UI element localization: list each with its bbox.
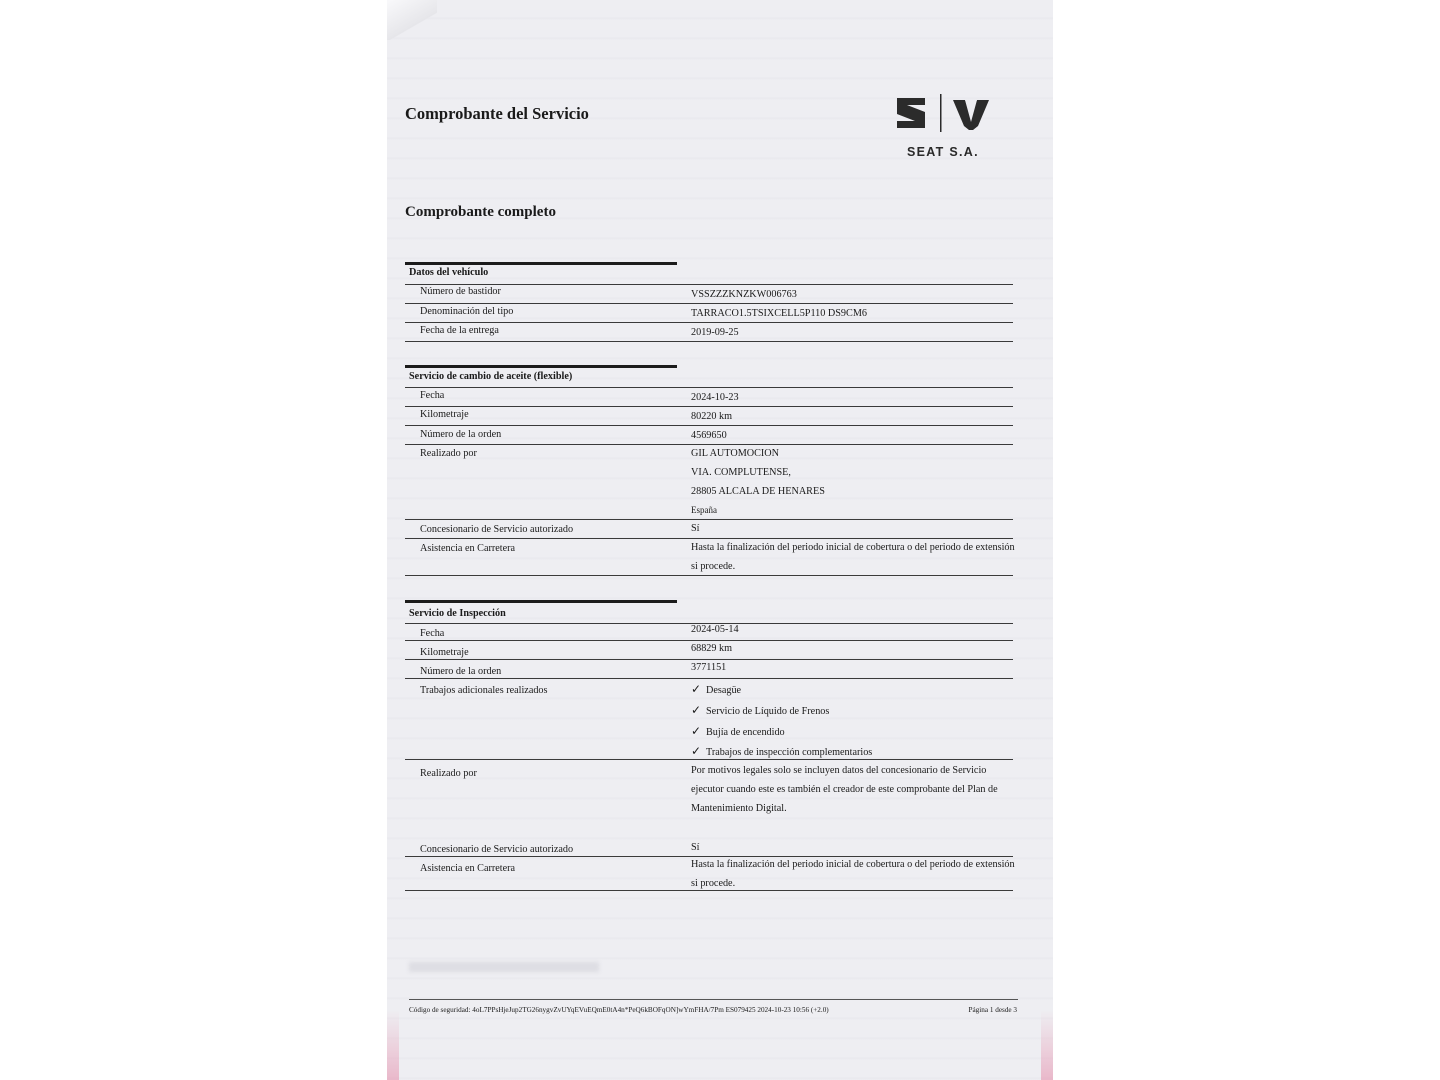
value-realizado-line1: GIL AUTOMOCION <box>691 448 780 459</box>
security-code: Código de seguridad: 4oL7PPsHjeJup2TG26nygvZvUYqEVuEQmE0tA4n*PeQ6kBOFqON]wYmFHA/7Pm ES079425 2024-10-23 10:56 (+2.0) <box>409 1006 829 1014</box>
trabajo-item <box>691 703 829 718</box>
row-divider <box>405 406 1013 407</box>
value-asistencia: Hasta la finalización del periodo inicial de cobertura o del periodo de extensión si procede. <box>691 859 1015 889</box>
section-bar <box>405 262 677 265</box>
check-icon: ✓ <box>691 682 702 696</box>
document-title: Comprobante del Servicio <box>405 104 589 123</box>
value-realizado-line3: 28805 ALCALA DE HENARES <box>691 486 825 497</box>
edge-stain-left <box>387 1010 399 1080</box>
trabajo-item <box>691 682 741 697</box>
value-realizado-line2: VIA. COMPLUTENSE, <box>691 467 791 478</box>
label-kilometraje: Kilometraje <box>420 409 469 420</box>
label-bastidor: Número de bastidor <box>420 286 501 297</box>
value-fecha-entrega: 2019-09-25 <box>691 327 739 338</box>
section-bar <box>405 365 677 368</box>
value-bastidor: VSSZZZKNZKW006763 <box>691 289 797 300</box>
row-divider <box>405 425 1013 426</box>
label-concesionario: Concesionario de Servicio autorizado <box>420 524 574 535</box>
row-divider <box>405 640 1013 641</box>
check-icon: ✓ <box>691 724 702 738</box>
label-asistencia: Asistencia en Carretera <box>420 543 516 554</box>
trabajo-label: Servicio de Líquido de Frenos <box>706 706 830 717</box>
subtitle: Comprobante completo <box>405 204 556 220</box>
value-realizado: Por motivos legales solo se incluyen datos del concesionario de Servicio ejecutor cuando este es también el creador de este comprobante del Plan de Mantenimiento Digital. <box>691 765 998 814</box>
row-divider <box>405 387 1013 388</box>
label-realizado: Realizado por <box>420 448 477 459</box>
label-kilometraje: Kilometraje <box>420 647 469 658</box>
value-asistencia: Hasta la finalización del periodo inicial de cobertura o del periodo de extensión si procede. <box>691 542 1015 572</box>
row-divider <box>405 519 1013 520</box>
edge-stain-right <box>1041 1010 1053 1080</box>
row-divider <box>405 575 1013 576</box>
label-realizado: Realizado por <box>420 768 477 779</box>
faded-mark <box>409 962 599 972</box>
section-title-vehiculo: Datos del vehículo <box>409 267 489 278</box>
label-trabajos: Trabajos adicionales realizados <box>420 685 548 696</box>
value-kilometraje: 68829 km <box>691 643 733 654</box>
row-divider <box>405 341 1013 342</box>
check-icon: ✓ <box>691 744 702 758</box>
section-title-inspeccion: Servicio de Inspección <box>409 608 506 619</box>
section-bar <box>405 600 677 603</box>
value-orden: 3771151 <box>691 662 727 673</box>
value-orden: 4569650 <box>691 430 727 441</box>
label-orden: Número de la orden <box>420 429 502 440</box>
document-page <box>387 0 1053 1080</box>
row-divider <box>405 659 1013 660</box>
value-realizado-line4: España <box>691 505 717 515</box>
row-divider <box>405 678 1013 679</box>
trabajo-item <box>691 744 872 759</box>
brand-name: SEAT S.A. <box>907 145 979 159</box>
trabajo-label: Trabajos de inspección complementarios <box>706 747 873 758</box>
row-divider <box>405 303 1013 304</box>
footer-divider <box>409 999 1018 1000</box>
value-kilometraje: 80220 km <box>691 411 733 422</box>
label-denominacion: Denominación del tipo <box>420 306 514 317</box>
row-divider <box>405 322 1013 323</box>
label-fecha: Fecha <box>420 390 445 401</box>
label-asistencia: Asistencia en Carretera <box>420 863 516 874</box>
row-divider <box>405 890 1013 891</box>
value-concesionario: Sí <box>691 523 700 534</box>
label-orden: Número de la orden <box>420 666 502 677</box>
seat-cupra-logo <box>893 94 993 132</box>
corner-fold <box>387 0 437 40</box>
trabajo-label: Bujía de encendido <box>706 727 785 738</box>
value-fecha: 2024-10-23 <box>691 392 739 403</box>
check-icon: ✓ <box>691 703 702 717</box>
row-divider <box>405 444 1013 445</box>
label-fecha-entrega: Fecha de la entrega <box>420 325 499 336</box>
label-fecha: Fecha <box>420 628 445 639</box>
value-fecha: 2024-05-14 <box>691 624 739 635</box>
row-divider <box>405 759 1013 760</box>
trabajo-item <box>691 724 785 739</box>
value-denominacion: TARRACO1.5TSIXCELL5P110 DS9CM6 <box>691 308 867 319</box>
section-title-aceite: Servicio de cambio de aceite (flexible) <box>409 371 573 382</box>
label-concesionario: Concesionario de Servicio autorizado <box>420 844 574 855</box>
page-number: Página 1 desde 3 <box>968 1006 1017 1014</box>
value-concesionario: Sí <box>691 842 700 853</box>
trabajo-label: Desagüe <box>706 685 742 696</box>
row-divider <box>405 284 1013 285</box>
